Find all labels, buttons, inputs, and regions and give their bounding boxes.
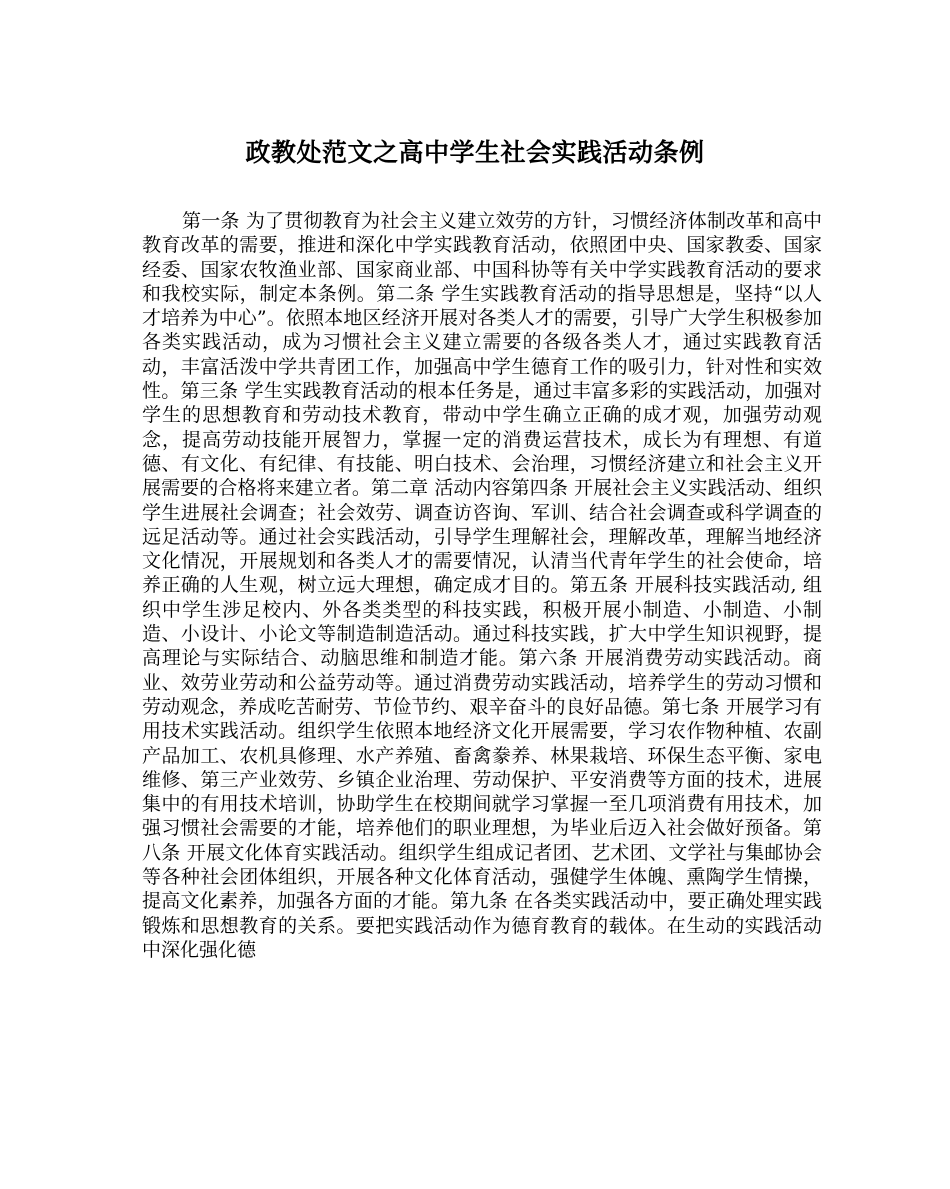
document-title: 政教处范文之高中学生社会实践活动条例: [245, 138, 705, 167]
document-body: 第一条 为了贯彻教育为社会主义建立效劳的方针，习惯经济体制改革和高中教育改革的需要，推进和深化中学实践教育活动，依照团中央、国家教委、国家经委、国家农牧渔业部、国家商业部、中国科协等有关中学实践教育活动的要求和我校实际，制定本条例。第二条 学生实践教育活动的指导思想是，坚持“以人才培养为中心”。依照本地区经济开展对各类人才的需要，引导广大学生积极参加各类实践活动，成为习惯社会主义建立需要的各级各类人才，通过实践教育活动，丰富活泼中学共青团工作，加强高中学生德育工作的吸引力，针对性和实效性。第三条 学生实践教育活动的根本任务是，通过丰富多彩的实践活动，加强对学生的思想教育和劳动技术教育，带动中学生确立正确的成才观，加强劳动观念，提高劳动技能开展智力，掌握一定的消费运营技术，成长为有理想、有道德、有文化、有纪律、有技能、明白技术、会治理，习惯经济建立和社会主义开展需要的合格将来建立者。第二章 活动内容第四条 开展社会主义实践活动、组织学生进展社会调查；社会效劳、调查访咨询、军训、结合社会调查或科学调查的远足活动等。通过社会实践活动，引导学生理解社会，理解改革，理解当地经济文化情况，开展规划和各类人才的需要情况，认清当代青年学生的社会使命，培养正确的人生观，树立远大理想，确定成才目的。第五条 开展科技实践活动, 组织中学生涉足校内、外各类类型的科技实践，积极开展小制造、小制造、小制造、小设计、小论文等制造制造活动。通过科技实践，扩大中学生知识视野，提高理论与实际结合、动脑思维和制造才能。第六条 开展消费劳动实践活动。商业、效劳业劳动和公益劳动等。通过消费劳动实践活动，培养学生的劳动习惯和劳动观念，养成吃苦耐劳、节俭节约、艰辛奋斗的良好品德。第七条 开展学习有用技术实践活动。组织学生依照本地经济文化开展需要，学习农作物种植、农副产品加工、农机具修理、水产养殖、畜禽豢养、林果栽培、环保生态平衡、家电维修、第三产业效劳、乡镇企业治理、劳动保护、平安消费等方面的技术，进展集中的有用技术培训，协助学生在校期间就学习掌握一至几项消费有用技术，加强习惯社会需要的才能，培养他们的职业理想，为毕业后迈入社会做好预备。第八条 开展文化体育实践活动。组织学生组成记者团、艺术团、文学社与集邮协会等各种社会团体组织，开展各种文化体育活动，强健学生体魄、熏陶学生情操，提高文化素养，加强各方面的才能。第九条 在各类实践活动中，要正确处理实践锻炼和思想教育的关系。要把实践活动作为德育教育的载体。在生动的实践活动中深化强化德: [142, 210, 822, 961]
